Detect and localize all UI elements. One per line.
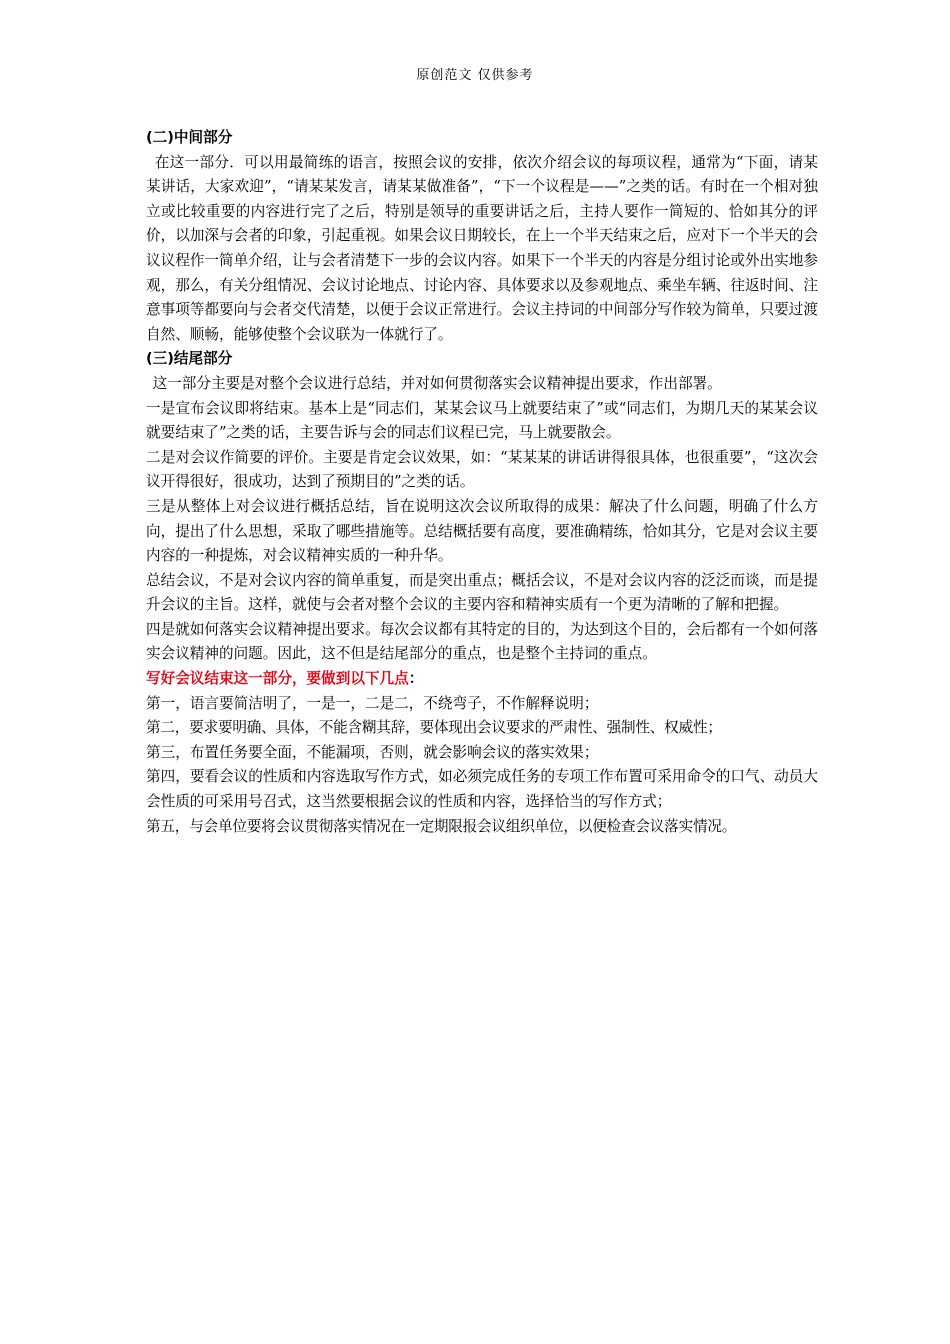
tip-item-4: 第四，要看会议的性质和内容选取写作方式，如必须完成任务的专项工作布置可采用命令的口气、动员大会性质的可采用号召式，这当然要根据会议的性质和内容，选择恰当的写作方式； (146, 768, 818, 811)
tips-heading-colon: ： (408, 670, 424, 688)
middle-section-paragraph: 在这一部分．可以用最简练的语言，按照会议的安排，依次介绍会议的每项议程，通常为“下面，请某某讲话，大家欢迎”，“请某某发言，请某某做准备”，“下一个议程是——”之类的话。有时在一个相对独立或比较重要的内容进行完了之后，特别是领导的重要讲话之后，主持人要作一简短的、恰如其分的评价，以加深与会者的印象，引起重视。如果会议日期较长，在上一个半天结束之后，应对下一个半天的会议议程作一简单介绍，让与会者清楚下一步的会议内容。如果下一个半天的内容是分组讨论或外出实地参观，那么，有关分组情况、会议讨论地点、讨论内容、具体要求以及参观地点、乘坐车辆、往返时间、注意事项等都要向与会者交代清楚，以便于会议正常进行。会议主持词的中间部分写作较为简单，只要过渡自然、顺畅，能够使整个会议联为一体就行了。 (146, 153, 818, 343)
page-header: 原创范文 仅供参考 (416, 68, 534, 83)
tips-heading-text: 写好会议结束这一部分，要做到以下几点 (146, 670, 409, 688)
tip-item-2: 第二，要求要明确、具体，不能含糊其辞，要体现出会议要求的严肃性、强制性、权威性； (146, 719, 722, 737)
ending-point-four: 四是就如何落实会议精神提出要求。每次会议都有其特定的目的，为达到这个目的，会后都有一个如何落实会议精神的问题。因此，这不但是结尾部分的重点，也是整个主持词的重点。 (146, 620, 818, 663)
section-heading-ending: (三)结尾部分 (146, 350, 233, 368)
ending-point-two: 二是对会议作简要的评价。主要是肯定会议效果，如：“某某某的讲话讲得很具体，也很重要”，“这次会议开得很好，很成功，达到了预期目的”之类的话。 (146, 448, 818, 491)
tip-item-5: 第五，与会单位要将会议贯彻落实情况在一定期限报会议组织单位，以便检查会议落实情况。 (146, 817, 737, 835)
ending-summary-paragraph: 总结会议，不是对会议内容的简单重复，而是突出重点；概括会议，不是对会议内容的泛泛而谈，而是提升会议的主旨。这样，就使与会者对整个会议的主要内容和精神实质有一个更为清晰的了解和把握。 (146, 571, 818, 614)
tips-heading (146, 667, 818, 692)
document-body (146, 126, 818, 839)
tip-item-3: 第三，布置任务要全面，不能漏项，否则，就会影响会议的落实效果； (146, 743, 599, 761)
ending-point-three: 三是从整体上对会议进行概括总结，旨在说明这次会议所取得的成果：解决了什么问题，明确了什么方向，提出了什么思想，采取了哪些措施等。总结概括要有高度，要准确精练，恰如其分，它是对会议主要内容的一种提炼，对会议精神实质的一种升华。 (146, 497, 818, 565)
tip-item-1: 第一，语言要简洁明了，一是一，二是二，不绕弯子，不作解释说明； (146, 694, 599, 712)
ending-point-one: 一是宣布会议即将结束。基本上是“同志们，某某会议马上就要结束了”或“同志们，为期几天的某某会议就要结束了”之类的话，主要告诉与会的同志们议程已完，马上就要散会。 (146, 399, 818, 442)
section-heading-middle: (二)中间部分 (146, 129, 233, 146)
ending-intro-paragraph: 这一部分主要是对整个会议进行总结，并对如何贯彻落实会议精神提出要求，作出部署。 (152, 374, 722, 392)
